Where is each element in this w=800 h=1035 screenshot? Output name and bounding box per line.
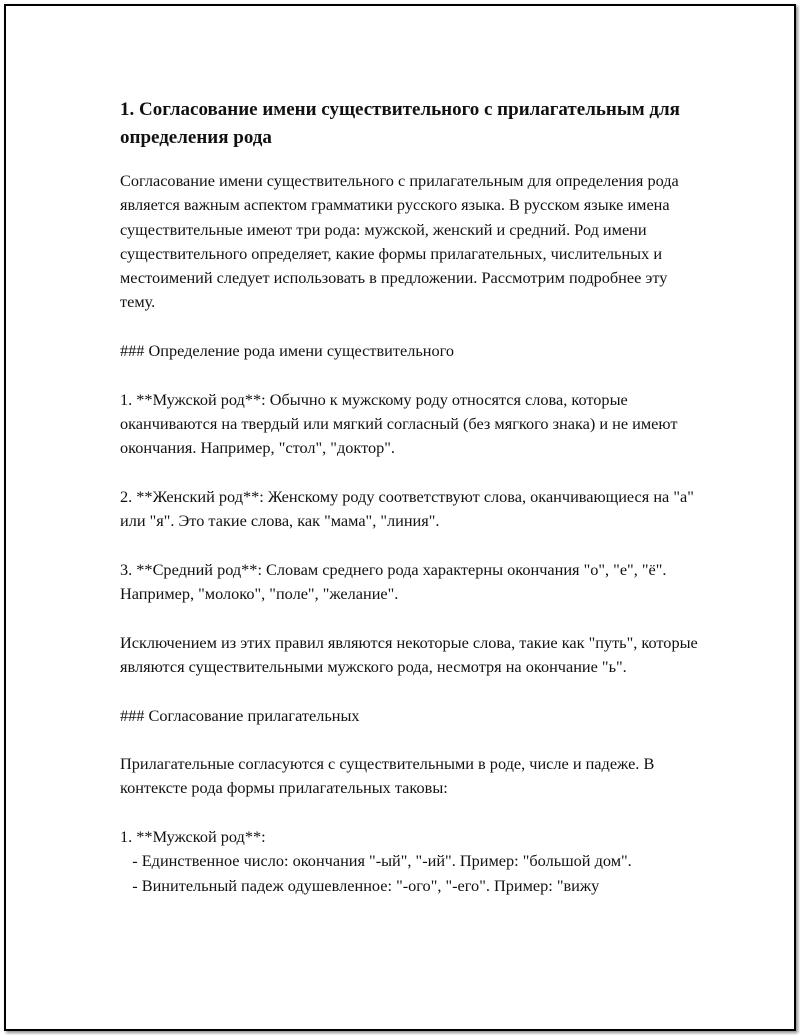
document-content [120,96,700,898]
document-title: 1. Согласование имени существительного с прилагательным для определения рода [120,99,680,148]
document-page [4,4,796,1031]
document-body: Согласование имени существительного с прилагательным для определения рода является важным аспектом грамматики русского языка. В русском языке имена существительные имеют три рода: мужской, женский и средний. Род имени существительного определяет, какие формы прилагательных, числительных и местоимений следует использовать в предложении. Рассмотрим подробнее эту тему. ### Определение рода имени существительного 1. **Мужской род**: Обычно к мужскому роду относятся слова, которые оканчиваются на твердый или мягкий согласный (без мягкого знака) и не имеют окончания. Например, "стол", "доктор". 2. **Женский род**: Женскому роду соответствуют слова, оканчивающиеся на "а" или "я". Это такие слова, как "мама", "линия". 3. **Средний род**: Словам среднего рода характерны окончания "о", "е", "ё". Например, "молоко", "поле", "желание". Исключением из этих правил являются некоторые слова, такие как "путь", которые являются существительными мужского рода, несмотря на окончание "ь". ### Согласование прилагательных Прилагательные согласуются с существительными в роде, числе и падеже. В контексте рода формы прилагательных таковы: 1. **Мужской род**: - Единственное число: окончания "-ый", "-ий". Пример: "большой дом". - Винительный падеж одушевленное: "-ого", "-его". Пример: "вижу [120,171,698,895]
